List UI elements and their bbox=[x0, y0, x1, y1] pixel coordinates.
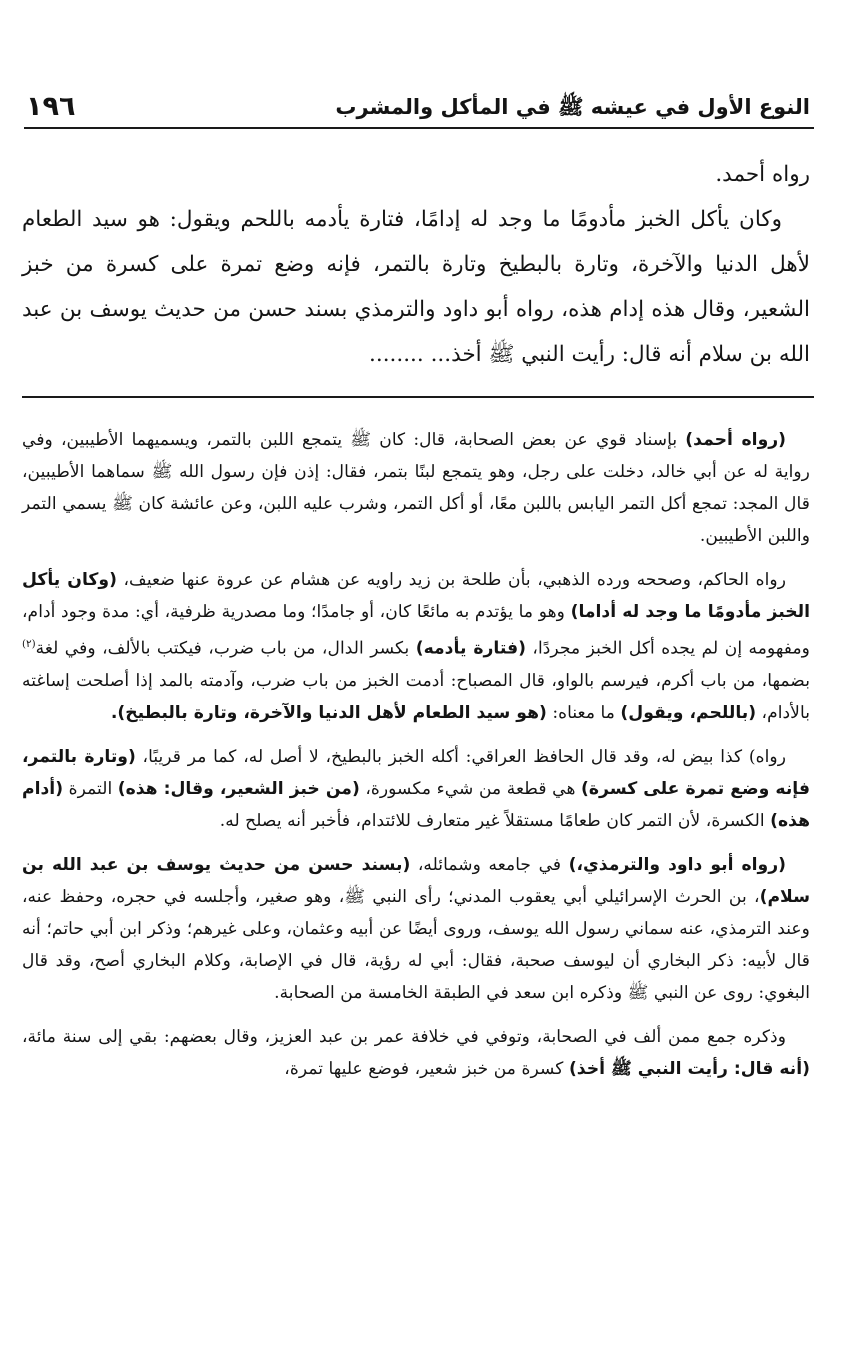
quoted-phrase: (رواه أبو داود والترمذي،) bbox=[568, 854, 786, 875]
commentary-text: في جامعه وشمائله، bbox=[410, 854, 569, 875]
footnote-marker: (٢) bbox=[22, 638, 36, 650]
quoted-phrase: (فتارة يأدمه) bbox=[415, 638, 526, 659]
page-header bbox=[26, 84, 810, 124]
commentary-paragraph-4 bbox=[22, 849, 810, 1009]
quoted-phrase: (وكان يأكل الخبز مأدومًا ما وجد له أداما) bbox=[22, 570, 810, 622]
commentary-text: وذكره جمع ممن ألف في الصحابة، وتوفي في خلافة عمر بن عبد العزيز، وقال بعضهم: بقي إلى سنة مائة، bbox=[22, 1026, 786, 1047]
commentary-text: كسرة من خبز شعير، فوضع عليها تمرة، bbox=[284, 1058, 569, 1079]
running-title: النوع الأول في عيشه ﷺ في المأكل والمشرب bbox=[335, 95, 810, 119]
main-text-line: رواه أحمد. bbox=[715, 162, 810, 187]
quoted-phrase: (أدام هذه) bbox=[22, 778, 810, 831]
commentary bbox=[22, 424, 810, 1097]
main-text-body: وكان يأكل الخبز مأدومًا ما وجد له إدامًا، فتارة يأدمه باللحم ويقول: هو سيد الطعام لأهل الدنيا والآخرة، وتارة بالبطيخ وتارة بالتمر، فإنه وضع تمرة على كسرة من خبز الشعير، وقال هذه إدام هذه، رواه أبو داود والترمذي بسند حسن من حديث يوسف بن عبد الله بن سلام أنه قال: رأيت النبي ﷺ أخذ... bbox=[22, 207, 810, 367]
main-text-paragraph bbox=[22, 197, 810, 377]
commentary-text: الكسرة، لأن التمر كان طعامًا مستقلاً غير متعارف للائتدام، فأخبر أنه يصلح له. bbox=[219, 810, 771, 831]
commentary-text: هي قطعة من شيء مكسورة، bbox=[359, 778, 582, 799]
commentary-text: بكسر الدال، من باب ضرب، فيكتب بالألف، وفي لغة bbox=[35, 638, 416, 659]
commentary-text: رواه الحاكم، وصححه ورده الذهبي، بأن طلحة بن زيد راويه عن هشام عن عروة عنها ضعيف، bbox=[116, 570, 786, 590]
quoted-phrase: (باللحم، ويقول) bbox=[620, 702, 757, 723]
quoted-phrase: (أنه قال: رأيت النبي ﷺ أخذ) bbox=[568, 1058, 810, 1079]
quoted-phrase: (بسند حسن من حديث يوسف بن عبد الله بن سلام) bbox=[22, 854, 810, 907]
quoted-phrase: (هو سيد الطعام لأهل الدنيا والآخرة، وتارة بالبطيخ). bbox=[110, 702, 547, 723]
commentary-text: وهو ما يؤتدم به مائعًا كان، أو جامدًا؛ وما مصدرية ظرفية، أي: مدة وجود أدام، ومفهومه إن لم يجده أكل الخبز مجردًا، bbox=[22, 602, 810, 659]
main-text bbox=[22, 152, 810, 377]
commentary-text: رواه) كذا بيض له، وقد قال الحافظ العراقي: أكله الخبز بالبطيخ، لا أصل له، كما مر قريبًا، bbox=[135, 746, 786, 767]
commentary-divider bbox=[22, 396, 814, 398]
commentary-text: بإسناد قوي عن بعض الصحابة، قال: كان ﷺ يتمجع اللبن بالتمر، ويسميهما الأطيبين، وفي رواية له عن أبي خالد، دخلت على رجل، وهو يتمجع لبنًا بتمر، فقال: إذن فإن رسول الله ﷺ سماهما الأطيبين، قال المجد: تمجع أكل التمر اليابس باللبن معًا، أو أكل التمر، وشرب عليه اللبن، وعن عائشة كان ﷺ يسمي التمر واللبن الأطيبين. bbox=[22, 430, 810, 546]
quoted-phrase: (وتارة بالتمر، فإنه وضع تمرة على كسرة) bbox=[22, 746, 810, 799]
quoted-phrase: (من خبز الشعير، وقال: هذه) bbox=[117, 778, 360, 799]
commentary-text: بضمها، من باب أكرم، فيرسم بالواو، قال المصباح: أدمت الخبز من باب ضرب، وآدمته بالمد إذا أصلحت إساغته بالأدام، bbox=[22, 670, 810, 723]
commentary-paragraph-1 bbox=[22, 424, 810, 552]
commentary-text: التمرة bbox=[63, 778, 118, 799]
page-number: ١٩٦ bbox=[26, 91, 76, 122]
quoted-phrase: (رواه أحمد) bbox=[685, 430, 786, 450]
commentary-paragraph-3 bbox=[22, 741, 810, 837]
commentary-text: ما معناه: bbox=[546, 702, 621, 723]
commentary-paragraph-2 bbox=[22, 564, 810, 729]
ellipsis-dots: ........ bbox=[369, 342, 424, 367]
commentary-text: ، بن الحرث الإسرائيلي أبي يعقوب المدني؛ رأى النبي ﷺ، وهو صغير، وأجلسه في حجره، وحفظ عنه، وعند الترمذي، عنه سماني رسول الله يوسف، وروى أيضًا عن أبيه وعثمان، وعلى غيرهم؛ وذكر ابن أبي حاتم؛ أنه قال لأبيه: ذكر البخاري أن ليوسف صحبة، فقال: أبي له رؤية، قال في الإصابة، وكلام البخاري أصح، وقد قال البغوي: روى عن النبي ﷺ وذكره ابن سعد في الطبقة الخامسة من الصحابة. bbox=[22, 886, 810, 1003]
commentary-paragraph-5 bbox=[22, 1021, 810, 1085]
header-divider bbox=[24, 127, 814, 129]
